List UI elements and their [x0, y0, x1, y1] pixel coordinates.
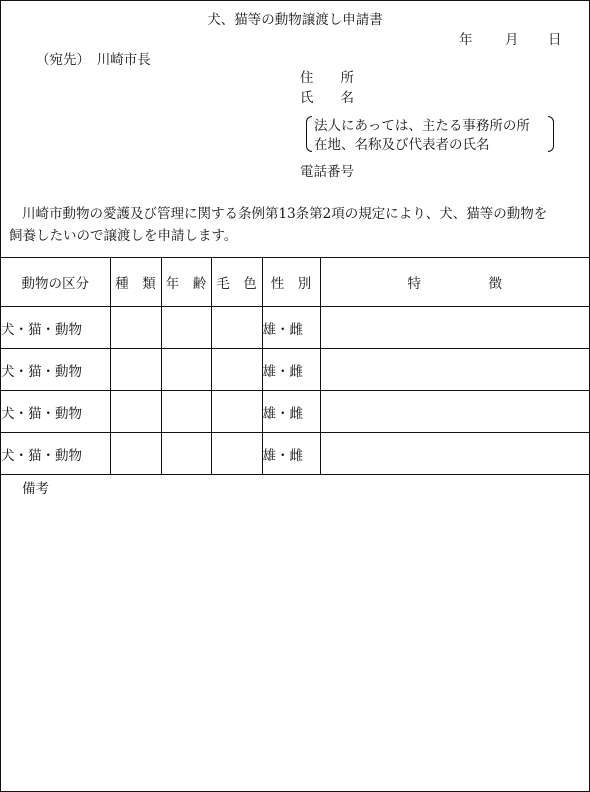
age-cell[interactable]	[161, 391, 211, 433]
table-row	[1, 307, 589, 349]
date-year-label: 年	[459, 32, 473, 48]
age-cell[interactable]	[161, 349, 211, 391]
header-sex: 性 別	[262, 258, 320, 307]
phone-label: 電話番号	[300, 164, 354, 180]
breed-cell[interactable]	[110, 349, 161, 391]
statement-line-2: 飼養したいので譲渡しを申請します。	[9, 228, 238, 244]
header-features: 特 徴	[320, 258, 589, 307]
breed-cell[interactable]	[110, 307, 161, 349]
coat-color-cell[interactable]	[211, 307, 262, 349]
sex-cell: 雄・雌	[262, 391, 320, 433]
header-coat-color: 毛 色	[211, 258, 262, 307]
remarks-label: 備考	[22, 481, 49, 497]
table-row	[1, 433, 589, 475]
features-cell[interactable]	[320, 391, 589, 433]
left-bracket	[306, 116, 312, 152]
coat-color-cell[interactable]	[211, 433, 262, 475]
header-category: 動物の区分	[1, 258, 110, 307]
name-label: 氏 名	[300, 90, 354, 106]
age-cell[interactable]	[161, 433, 211, 475]
features-cell[interactable]	[320, 349, 589, 391]
coat-color-cell[interactable]	[211, 349, 262, 391]
age-cell[interactable]	[161, 307, 211, 349]
date-day-label: 日	[548, 32, 562, 48]
sex-cell: 雄・雌	[262, 433, 320, 475]
breed-cell[interactable]	[110, 391, 161, 433]
form-title: 犬、猫等の動物譲渡し申請書	[207, 12, 383, 28]
category-cell: 犬・猫・動物	[1, 391, 110, 433]
table-header-row	[1, 258, 589, 307]
features-cell[interactable]	[320, 433, 589, 475]
right-bracket	[548, 116, 554, 152]
category-cell: 犬・猫・動物	[1, 433, 110, 475]
corporation-note-line-2: 在地、名称及び代表者の氏名	[314, 137, 490, 153]
breed-cell[interactable]	[110, 433, 161, 475]
sex-cell: 雄・雌	[262, 349, 320, 391]
header-age: 年 齢	[161, 258, 211, 307]
date-month-label: 月	[505, 32, 519, 48]
category-cell: 犬・猫・動物	[1, 307, 110, 349]
category-cell: 犬・猫・動物	[1, 349, 110, 391]
coat-color-cell[interactable]	[211, 391, 262, 433]
statement-line-1: 川崎市動物の愛護及び管理に関する条例第13条第2項の規定により、犬、猫等の動物を	[22, 206, 548, 222]
table-row	[1, 349, 589, 391]
corporation-note-line-1: 法人にあっては、主たる事務所の所	[314, 118, 530, 134]
header-breed: 種 類	[110, 258, 161, 307]
table-row	[1, 391, 589, 433]
addressee: （宛先） 川崎市長	[36, 52, 151, 68]
address-label: 住 所	[300, 70, 354, 86]
animal-table	[1, 257, 589, 475]
features-cell[interactable]	[320, 307, 589, 349]
sex-cell: 雄・雌	[262, 307, 320, 349]
